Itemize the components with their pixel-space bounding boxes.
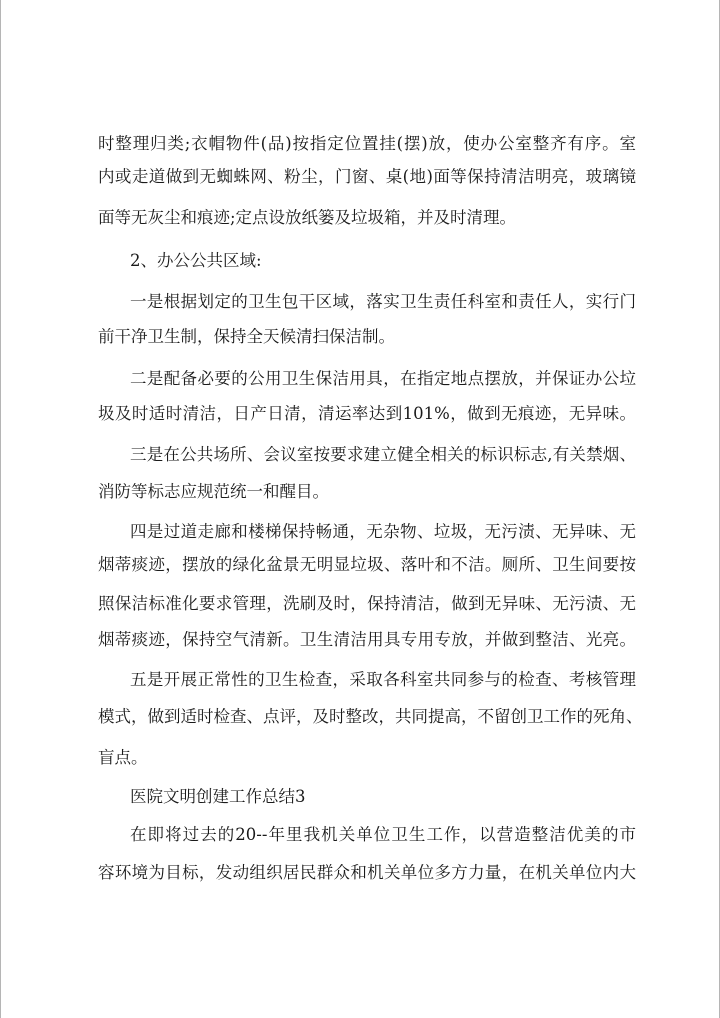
text-line: 容环境为目标，发动组织居民群众和机关单位多方力量，在机关单位内大 <box>98 863 636 882</box>
text-line: 盲点。 <box>98 748 148 767</box>
section-heading: 2、办公公共区域: <box>130 251 262 270</box>
text-line: 一是根据划定的卫生包干区域，落实卫生责任科室和责任人，实行门 <box>130 292 636 311</box>
text-line: 三是在公共场所、会议室按要求建立健全相关的标识标志,有关禁烟、 <box>130 445 636 464</box>
text-line: 烟蒂痰迹，摆放的绿化盆景无明显垃圾、落叶和不洁。厕所、卫生间要按 <box>98 555 636 574</box>
text-line: 五是开展正常性的卫生检查，采取各科室共同参与的检查、考核管理 <box>130 670 636 689</box>
text-line: 圾及时适时清洁，日产日清，清运率达到101%，做到无痕迹，无异味。 <box>98 404 636 423</box>
text-line: 烟蒂痰迹，保持空气清新。卫生清洁用具专用专放，并做到整洁、光亮。 <box>98 630 636 649</box>
text-line: 前干净卫生制，保持全天候清扫保洁制。 <box>98 327 395 346</box>
text-line: 消防等标志应规范统一和醒目。 <box>98 482 329 501</box>
text-line: 时整理归类;衣帽物件(品)按指定位置挂(摆)放，使办公室整齐有序。室 <box>98 134 636 153</box>
section-heading: 医院文明创建工作总结3 <box>130 787 306 806</box>
text-line: 在即将过去的20--年里我机关单位卫生工作，以营造整洁优美的市 <box>130 825 636 844</box>
text-line: 内或走道做到无蜘蛛网、粉尘，门窗、桌(地)面等保持清洁明亮，玻璃镜 <box>98 167 636 186</box>
text-line: 四是过道走廊和楼梯保持畅通，无杂物、垃圾，无污渍、无异味、无 <box>130 522 636 541</box>
text-line: 面等无灰尘和痕迹;定点设放纸篓及垃圾箱，并及时清理。 <box>98 208 517 227</box>
text-line: 照保洁标准化要求管理，洗刷及时，保持清洁，做到无异味、无污渍、无 <box>98 594 636 613</box>
text-line: 模式，做到适时检查、点评，及时整改，共同提高，不留创卫工作的死角、 <box>98 707 643 726</box>
text-line: 二是配备必要的公用卫生保洁用具，在指定地点摆放，并保证办公垃 <box>130 369 636 388</box>
